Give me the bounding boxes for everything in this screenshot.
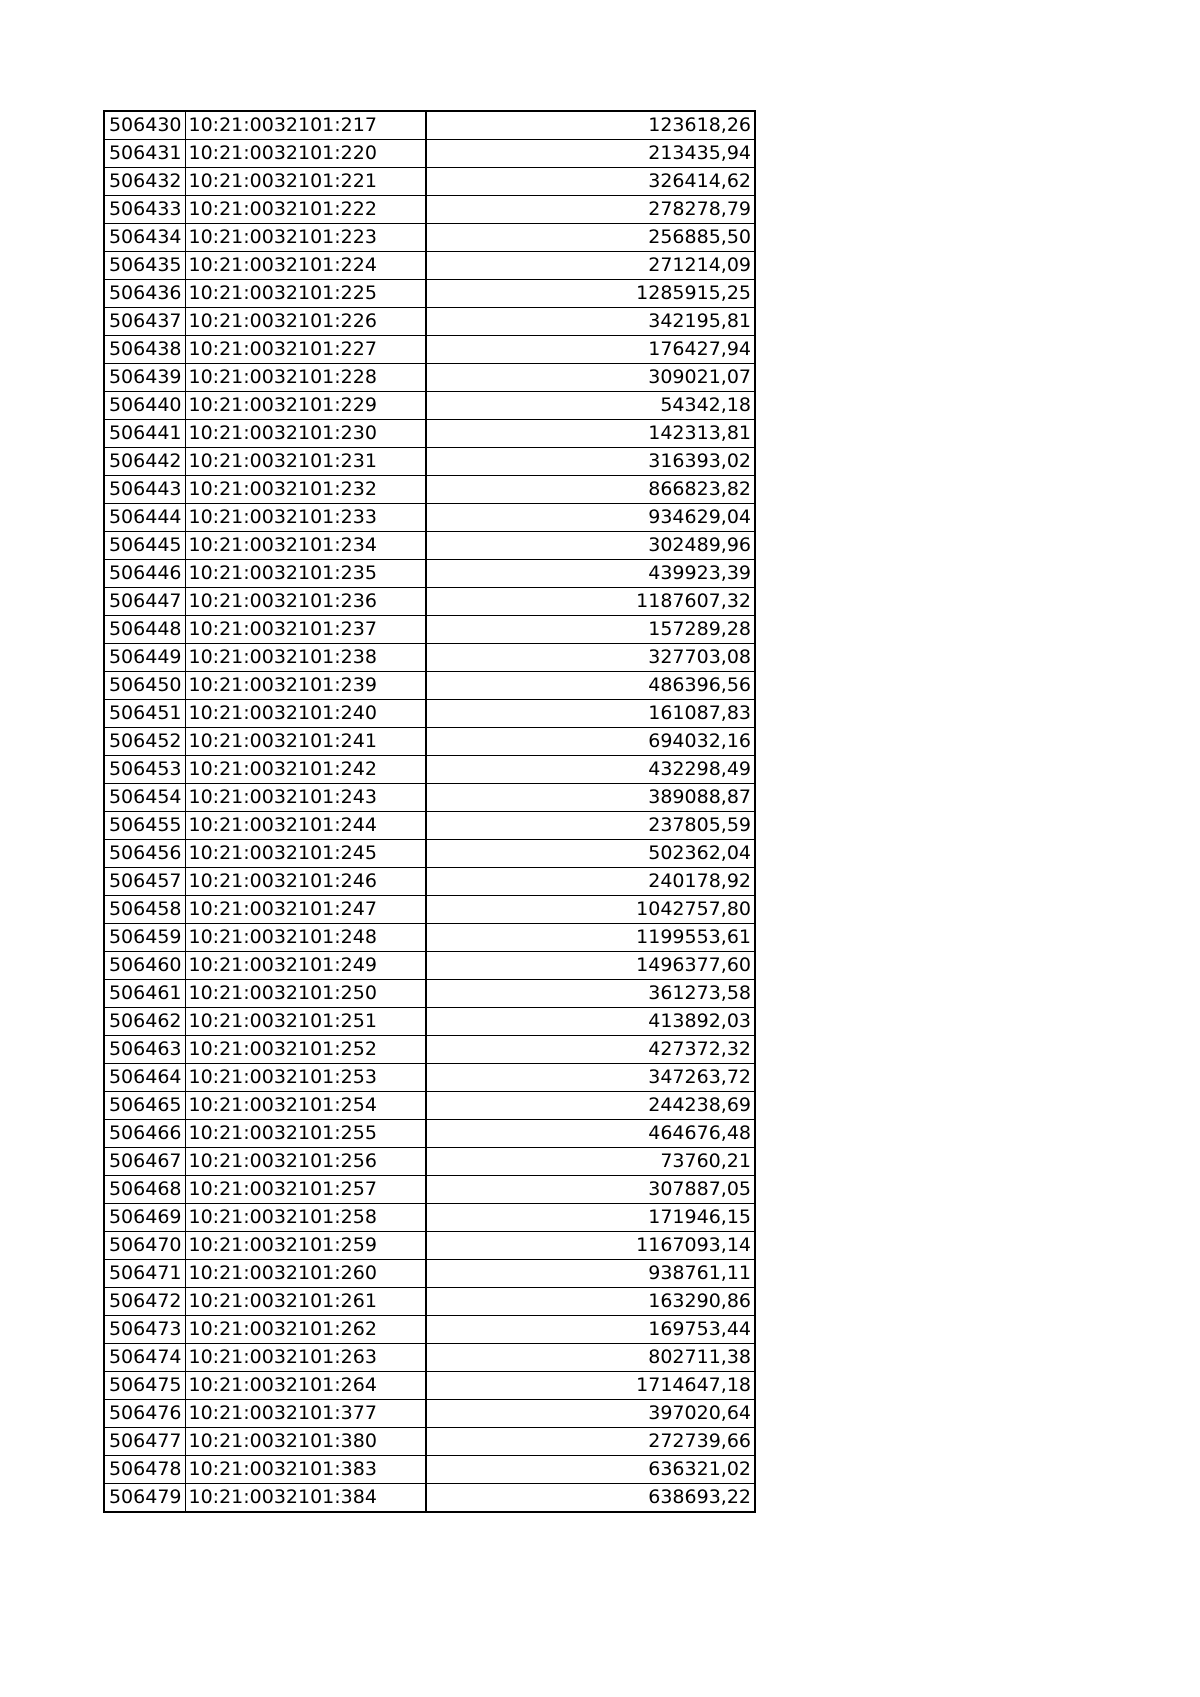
table-row bbox=[104, 168, 755, 196]
table-row bbox=[104, 1260, 755, 1288]
cadastral-value-cell: 802711,38 bbox=[426, 1344, 755, 1372]
record-number-cell: 506461 bbox=[104, 980, 185, 1008]
table-row bbox=[104, 840, 755, 868]
record-number-cell: 506472 bbox=[104, 1288, 185, 1316]
table-row bbox=[104, 140, 755, 168]
record-number-cell: 506466 bbox=[104, 1120, 185, 1148]
record-number-cell: 506443 bbox=[104, 476, 185, 504]
cadastral-number-cell: 10:21:0032101:232 bbox=[185, 476, 426, 504]
cadastral-value-cell: 161087,83 bbox=[426, 700, 755, 728]
cadastral-value-cell: 427372,32 bbox=[426, 1036, 755, 1064]
table-body bbox=[104, 111, 755, 1512]
record-number-cell: 506464 bbox=[104, 1064, 185, 1092]
record-number-cell: 506449 bbox=[104, 644, 185, 672]
record-number-cell: 506431 bbox=[104, 140, 185, 168]
cadastral-number-cell: 10:21:0032101:221 bbox=[185, 168, 426, 196]
table-row bbox=[104, 1204, 755, 1232]
cadastral-number-cell: 10:21:0032101:244 bbox=[185, 812, 426, 840]
table-row bbox=[104, 1316, 755, 1344]
record-number-cell: 506435 bbox=[104, 252, 185, 280]
table-row bbox=[104, 700, 755, 728]
table-row bbox=[104, 952, 755, 980]
record-number-cell: 506437 bbox=[104, 308, 185, 336]
cadastral-value-cell: 486396,56 bbox=[426, 672, 755, 700]
cadastral-number-cell: 10:21:0032101:238 bbox=[185, 644, 426, 672]
cadastral-number-cell: 10:21:0032101:257 bbox=[185, 1176, 426, 1204]
cadastral-value-cell: 1167093,14 bbox=[426, 1232, 755, 1260]
record-number-cell: 506445 bbox=[104, 532, 185, 560]
cadastral-value-cell: 938761,11 bbox=[426, 1260, 755, 1288]
cadastral-number-cell: 10:21:0032101:243 bbox=[185, 784, 426, 812]
cadastral-value-cell: 213435,94 bbox=[426, 140, 755, 168]
record-number-cell: 506468 bbox=[104, 1176, 185, 1204]
table-row bbox=[104, 392, 755, 420]
cadastral-number-cell: 10:21:0032101:258 bbox=[185, 1204, 426, 1232]
cadastral-value-cell: 244238,69 bbox=[426, 1092, 755, 1120]
table-row bbox=[104, 1036, 755, 1064]
cadastral-value-cell: 240178,92 bbox=[426, 868, 755, 896]
table-row bbox=[104, 252, 755, 280]
table-row bbox=[104, 1344, 755, 1372]
record-number-cell: 506436 bbox=[104, 280, 185, 308]
cadastral-number-cell: 10:21:0032101:251 bbox=[185, 1008, 426, 1036]
table-row bbox=[104, 1120, 755, 1148]
record-number-cell: 506460 bbox=[104, 952, 185, 980]
table-row bbox=[104, 1064, 755, 1092]
cadastral-number-cell: 10:21:0032101:222 bbox=[185, 196, 426, 224]
table-row bbox=[104, 1008, 755, 1036]
cadastral-number-cell: 10:21:0032101:264 bbox=[185, 1372, 426, 1400]
cadastral-number-cell: 10:21:0032101:241 bbox=[185, 728, 426, 756]
cadastral-number-cell: 10:21:0032101:245 bbox=[185, 840, 426, 868]
cadastral-value-cell: 163290,86 bbox=[426, 1288, 755, 1316]
table-row bbox=[104, 924, 755, 952]
cadastral-value-cell: 307887,05 bbox=[426, 1176, 755, 1204]
cadastral-number-cell: 10:21:0032101:247 bbox=[185, 896, 426, 924]
cadastral-value-cell: 309021,07 bbox=[426, 364, 755, 392]
cadastral-number-cell: 10:21:0032101:259 bbox=[185, 1232, 426, 1260]
cadastral-number-cell: 10:21:0032101:226 bbox=[185, 308, 426, 336]
cadastral-value-cell: 271214,09 bbox=[426, 252, 755, 280]
record-number-cell: 506455 bbox=[104, 812, 185, 840]
record-number-cell: 506444 bbox=[104, 504, 185, 532]
record-number-cell: 506471 bbox=[104, 1260, 185, 1288]
table-row bbox=[104, 728, 755, 756]
cadastral-number-cell: 10:21:0032101:261 bbox=[185, 1288, 426, 1316]
cadastral-value-cell: 237805,59 bbox=[426, 812, 755, 840]
record-number-cell: 506441 bbox=[104, 420, 185, 448]
cadastral-value-cell: 278278,79 bbox=[426, 196, 755, 224]
cadastral-number-cell: 10:21:0032101:236 bbox=[185, 588, 426, 616]
table-row bbox=[104, 896, 755, 924]
table-row bbox=[104, 1372, 755, 1400]
record-number-cell: 506456 bbox=[104, 840, 185, 868]
cadastral-number-cell: 10:21:0032101:237 bbox=[185, 616, 426, 644]
table-row bbox=[104, 336, 755, 364]
cadastral-number-cell: 10:21:0032101:231 bbox=[185, 448, 426, 476]
record-number-cell: 506442 bbox=[104, 448, 185, 476]
record-number-cell: 506467 bbox=[104, 1148, 185, 1176]
table-row bbox=[104, 448, 755, 476]
table-row bbox=[104, 364, 755, 392]
cadastral-number-cell: 10:21:0032101:252 bbox=[185, 1036, 426, 1064]
cadastral-value-cell: 1187607,32 bbox=[426, 588, 755, 616]
cadastral-number-cell: 10:21:0032101:377 bbox=[185, 1400, 426, 1428]
cadastral-value-cell: 866823,82 bbox=[426, 476, 755, 504]
cadastral-value-cell: 54342,18 bbox=[426, 392, 755, 420]
record-number-cell: 506432 bbox=[104, 168, 185, 196]
table-row bbox=[104, 560, 755, 588]
cadastral-number-cell: 10:21:0032101:255 bbox=[185, 1120, 426, 1148]
cadastral-number-cell: 10:21:0032101:223 bbox=[185, 224, 426, 252]
table-row bbox=[104, 1232, 755, 1260]
table-row bbox=[104, 308, 755, 336]
cadastral-number-cell: 10:21:0032101:384 bbox=[185, 1484, 426, 1513]
record-number-cell: 506477 bbox=[104, 1428, 185, 1456]
cadastral-value-cell: 1285915,25 bbox=[426, 280, 755, 308]
record-number-cell: 506463 bbox=[104, 1036, 185, 1064]
cadastral-number-cell: 10:21:0032101:242 bbox=[185, 756, 426, 784]
record-number-cell: 506440 bbox=[104, 392, 185, 420]
table-row bbox=[104, 420, 755, 448]
cadastral-number-cell: 10:21:0032101:248 bbox=[185, 924, 426, 952]
cadastral-number-cell: 10:21:0032101:256 bbox=[185, 1148, 426, 1176]
cadastral-number-cell: 10:21:0032101:249 bbox=[185, 952, 426, 980]
table-row bbox=[104, 532, 755, 560]
table-row bbox=[104, 868, 755, 896]
record-number-cell: 506434 bbox=[104, 224, 185, 252]
cadastral-number-cell: 10:21:0032101:227 bbox=[185, 336, 426, 364]
record-number-cell: 506430 bbox=[104, 111, 185, 140]
cadastral-number-cell: 10:21:0032101:217 bbox=[185, 111, 426, 140]
record-number-cell: 506457 bbox=[104, 868, 185, 896]
record-number-cell: 506473 bbox=[104, 1316, 185, 1344]
table-row bbox=[104, 280, 755, 308]
cadastral-value-cell: 413892,03 bbox=[426, 1008, 755, 1036]
table-row bbox=[104, 616, 755, 644]
record-number-cell: 506446 bbox=[104, 560, 185, 588]
cadastral-value-cell: 157289,28 bbox=[426, 616, 755, 644]
table-row bbox=[104, 672, 755, 700]
cadastral-number-cell: 10:21:0032101:220 bbox=[185, 140, 426, 168]
table-row bbox=[104, 1400, 755, 1428]
cadastral-value-cell: 142313,81 bbox=[426, 420, 755, 448]
cadastral-value-cell: 397020,64 bbox=[426, 1400, 755, 1428]
cadastral-value-cell: 502362,04 bbox=[426, 840, 755, 868]
record-number-cell: 506462 bbox=[104, 1008, 185, 1036]
table-row bbox=[104, 196, 755, 224]
cadastral-number-cell: 10:21:0032101:230 bbox=[185, 420, 426, 448]
cadastral-number-cell: 10:21:0032101:239 bbox=[185, 672, 426, 700]
cadastral-value-cell: 169753,44 bbox=[426, 1316, 755, 1344]
table-row bbox=[104, 980, 755, 1008]
table-row bbox=[104, 224, 755, 252]
cadastral-number-cell: 10:21:0032101:263 bbox=[185, 1344, 426, 1372]
cadastral-number-cell: 10:21:0032101:260 bbox=[185, 1260, 426, 1288]
table-row bbox=[104, 1092, 755, 1120]
cadastral-value-cell: 171946,15 bbox=[426, 1204, 755, 1232]
table-row bbox=[104, 1176, 755, 1204]
record-number-cell: 506453 bbox=[104, 756, 185, 784]
cadastral-number-cell: 10:21:0032101:240 bbox=[185, 700, 426, 728]
cadastral-number-cell: 10:21:0032101:229 bbox=[185, 392, 426, 420]
cadastral-value-cell: 464676,48 bbox=[426, 1120, 755, 1148]
cadastral-value-cell: 302489,96 bbox=[426, 532, 755, 560]
record-number-cell: 506458 bbox=[104, 896, 185, 924]
cadastral-value-cell: 934629,04 bbox=[426, 504, 755, 532]
table-row bbox=[104, 1484, 755, 1513]
table-row bbox=[104, 812, 755, 840]
cadastral-number-cell: 10:21:0032101:250 bbox=[185, 980, 426, 1008]
record-number-cell: 506475 bbox=[104, 1372, 185, 1400]
table-row bbox=[104, 504, 755, 532]
table-row bbox=[104, 111, 755, 140]
cadastral-number-cell: 10:21:0032101:383 bbox=[185, 1456, 426, 1484]
cadastral-value-cell: 256885,50 bbox=[426, 224, 755, 252]
cadastral-value-cell: 73760,21 bbox=[426, 1148, 755, 1176]
record-number-cell: 506451 bbox=[104, 700, 185, 728]
record-number-cell: 506450 bbox=[104, 672, 185, 700]
table-row bbox=[104, 1428, 755, 1456]
cadastral-value-cell: 1714647,18 bbox=[426, 1372, 755, 1400]
cadastral-value-cell: 389088,87 bbox=[426, 784, 755, 812]
record-number-cell: 506439 bbox=[104, 364, 185, 392]
record-number-cell: 506474 bbox=[104, 1344, 185, 1372]
record-number-cell: 506478 bbox=[104, 1456, 185, 1484]
record-number-cell: 506459 bbox=[104, 924, 185, 952]
record-number-cell: 506479 bbox=[104, 1484, 185, 1513]
cadastral-number-cell: 10:21:0032101:234 bbox=[185, 532, 426, 560]
table-row bbox=[104, 476, 755, 504]
cadastral-number-cell: 10:21:0032101:225 bbox=[185, 280, 426, 308]
cadastral-value-table bbox=[103, 110, 756, 1513]
cadastral-value-cell: 432298,49 bbox=[426, 756, 755, 784]
cadastral-number-cell: 10:21:0032101:262 bbox=[185, 1316, 426, 1344]
record-number-cell: 506447 bbox=[104, 588, 185, 616]
cadastral-number-cell: 10:21:0032101:235 bbox=[185, 560, 426, 588]
record-number-cell: 506465 bbox=[104, 1092, 185, 1120]
cadastral-value-cell: 361273,58 bbox=[426, 980, 755, 1008]
record-number-cell: 506438 bbox=[104, 336, 185, 364]
table-row bbox=[104, 588, 755, 616]
record-number-cell: 506469 bbox=[104, 1204, 185, 1232]
record-number-cell: 506448 bbox=[104, 616, 185, 644]
cadastral-value-cell: 347263,72 bbox=[426, 1064, 755, 1092]
cadastral-value-cell: 316393,02 bbox=[426, 448, 755, 476]
cadastral-number-cell: 10:21:0032101:253 bbox=[185, 1064, 426, 1092]
cadastral-number-cell: 10:21:0032101:228 bbox=[185, 364, 426, 392]
cadastral-value-cell: 342195,81 bbox=[426, 308, 755, 336]
record-number-cell: 506454 bbox=[104, 784, 185, 812]
record-number-cell: 506476 bbox=[104, 1400, 185, 1428]
record-number-cell: 506470 bbox=[104, 1232, 185, 1260]
cadastral-value-cell: 123618,26 bbox=[426, 111, 755, 140]
cadastral-value-cell: 272739,66 bbox=[426, 1428, 755, 1456]
cadastral-value-cell: 326414,62 bbox=[426, 168, 755, 196]
record-number-cell: 506433 bbox=[104, 196, 185, 224]
table-row bbox=[104, 644, 755, 672]
cadastral-number-cell: 10:21:0032101:224 bbox=[185, 252, 426, 280]
table-row bbox=[104, 1456, 755, 1484]
cadastral-value-cell: 176427,94 bbox=[426, 336, 755, 364]
cadastral-value-cell: 1042757,80 bbox=[426, 896, 755, 924]
cadastral-value-cell: 694032,16 bbox=[426, 728, 755, 756]
table-row bbox=[104, 756, 755, 784]
table-row bbox=[104, 1288, 755, 1316]
table-row bbox=[104, 1148, 755, 1176]
record-number-cell: 506452 bbox=[104, 728, 185, 756]
table-row bbox=[104, 784, 755, 812]
cadastral-number-cell: 10:21:0032101:254 bbox=[185, 1092, 426, 1120]
cadastral-value-cell: 327703,08 bbox=[426, 644, 755, 672]
cadastral-value-cell: 1199553,61 bbox=[426, 924, 755, 952]
cadastral-value-cell: 636321,02 bbox=[426, 1456, 755, 1484]
cadastral-value-cell: 439923,39 bbox=[426, 560, 755, 588]
cadastral-number-cell: 10:21:0032101:246 bbox=[185, 868, 426, 896]
cadastral-value-cell: 1496377,60 bbox=[426, 952, 755, 980]
cadastral-number-cell: 10:21:0032101:233 bbox=[185, 504, 426, 532]
cadastral-value-cell: 638693,22 bbox=[426, 1484, 755, 1513]
cadastral-number-cell: 10:21:0032101:380 bbox=[185, 1428, 426, 1456]
